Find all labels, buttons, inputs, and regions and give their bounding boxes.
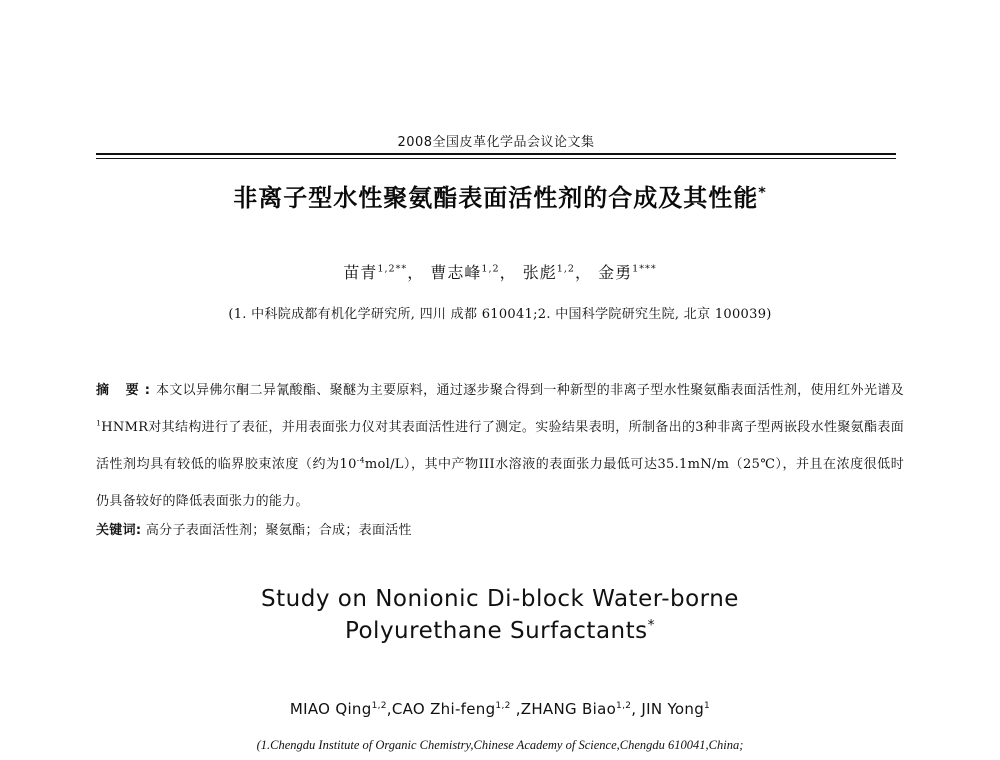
en-author-sup: 1,2	[616, 701, 632, 711]
abstract-text-1: 本文以异佛尔酮二异氰酸酯、聚醚为主要原料，通过逐步聚合得到一种新型的非离子型水性聚氨酯表面活性剂，使用红外光谱及	[155, 383, 904, 398]
en-author-sup: 1,2	[495, 701, 511, 711]
cn-author-name: 金勇	[598, 263, 633, 282]
chinese-title-mark: *	[758, 185, 767, 201]
chinese-title	[80, 178, 920, 213]
cn-author-sep: ，	[575, 263, 593, 282]
keywords-text: 高分子表面活性剂；聚氨酯；合成；表面活性	[145, 523, 412, 538]
abstract-sup-2: -4	[356, 455, 365, 465]
cn-author-sup: 1***	[632, 263, 657, 275]
journal-header: 2008全国皮革化学品会议论文集	[397, 135, 595, 150]
header-rule-thin	[96, 158, 896, 159]
english-title-mark: *	[647, 617, 656, 634]
keywords-line	[96, 519, 904, 538]
abstract-label: 摘 要:	[96, 383, 156, 398]
cn-author-sup: 1,2	[481, 263, 500, 275]
english-title-line-2	[80, 618, 920, 644]
cn-author-name: 曹志峰	[430, 263, 482, 282]
keywords-label: 关键词:	[96, 523, 142, 538]
en-author-name: Biao	[582, 700, 617, 718]
cn-author-sup: 1,2	[556, 263, 576, 275]
abstract-text-2: HNMR对其结构进行了表征，并用表面张力仪对其表面活性进行了测定。实验结果表明，所制备出的3种非离子型两嵌段水性聚氨酯表面活性剂均具有较低的临界胶束浓度（约为10	[96, 420, 904, 472]
en-author-sup: 1	[704, 701, 711, 711]
chinese-title-text: 非离子型水性聚氨酯表面活性剂的合成及其性能	[233, 184, 759, 212]
cn-author-name: 苗青	[343, 263, 378, 282]
english-affiliation: (1.Chengdu Institute of Organic Chemistry,Chinese Academy of Science,Chengdu 610041,China;	[256, 738, 744, 752]
chinese-abstract	[96, 372, 904, 520]
en-author-sep: ,	[631, 700, 642, 718]
en-author-sep: ,ZHANG	[510, 700, 583, 718]
abstract-sup-1: 1	[96, 418, 102, 428]
english-title-line-2-text: Polyurethane Surfactants	[344, 618, 648, 644]
chinese-authors	[80, 260, 920, 283]
cn-author-sep: ，	[499, 263, 517, 282]
header-rule-thick	[96, 153, 896, 155]
cn-author-sup: 1,2**	[377, 263, 408, 275]
cn-author-sep: ，	[407, 263, 425, 282]
en-author-name: Zhi-feng	[430, 700, 496, 718]
english-authors	[80, 700, 920, 718]
english-title-line-1: Study on Nonionic Di-block Water-borne	[261, 586, 739, 612]
en-author-sup: 1,2	[371, 701, 387, 711]
en-author-name: JIN Yong	[641, 700, 705, 718]
en-author-name: MIAO Qing	[289, 700, 372, 718]
chinese-affiliation: (1. 中科院成都有机化学研究所, 四川 成都 610041;2. 中国科学院研究生院, 北京 100039)	[228, 307, 772, 322]
abstract-text-3: mol/L），其中产物III水溶液的表面张力最低可达35.1mN/m（25℃），并且在浓度很低时仍具备较好的降低表面张力的能力。	[96, 457, 904, 509]
cn-author-name: 张彪	[522, 263, 557, 282]
en-author-sep: ,CAO	[386, 700, 431, 718]
